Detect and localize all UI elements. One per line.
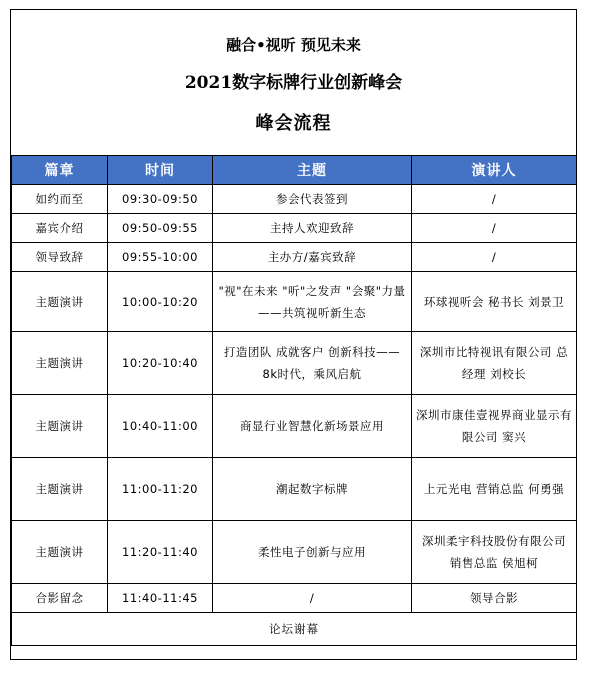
cell-chapter: 主题演讲 bbox=[12, 272, 108, 332]
cell-topic: "视"在未来 "听"之发声 "会聚"力量——共筑视听新生态 bbox=[213, 272, 412, 332]
agenda-document bbox=[10, 9, 577, 660]
table-row bbox=[12, 395, 577, 458]
table-row bbox=[12, 521, 577, 584]
cell-topic: 潮起数字标牌 bbox=[213, 458, 412, 521]
table-row bbox=[12, 332, 577, 395]
cell-topic: 主持人欢迎致辞 bbox=[213, 214, 412, 243]
cell-speaker: / bbox=[412, 243, 577, 272]
cell-time: 10:40-11:00 bbox=[108, 395, 213, 458]
cell-chapter: 主题演讲 bbox=[12, 458, 108, 521]
cell-speaker: / bbox=[412, 214, 577, 243]
cell-speaker: 深圳柔宇科技股份有限公司 销售总监 侯旭柯 bbox=[412, 521, 577, 584]
column-header-speaker: 演讲人 bbox=[412, 156, 577, 185]
cell-speaker: 深圳市比特视讯有限公司 总经理 刘校长 bbox=[412, 332, 577, 395]
cell-chapter: 领导致辞 bbox=[12, 243, 108, 272]
cell-speaker: / bbox=[412, 185, 577, 214]
cell-topic: 打造团队 成就客户 创新科技——8k时代，乘风启航 bbox=[213, 332, 412, 395]
table-row bbox=[12, 272, 577, 332]
agenda-table bbox=[11, 155, 577, 646]
cell-topic: 柔性电子创新与应用 bbox=[213, 521, 412, 584]
cell-chapter: 合影留念 bbox=[12, 584, 108, 613]
event-title: 2021数字标牌行业创新峰会 bbox=[184, 73, 403, 93]
cell-time: 10:00-10:20 bbox=[108, 272, 213, 332]
closing-cell: 论坛谢幕 bbox=[12, 613, 577, 646]
cell-chapter: 嘉宾介绍 bbox=[12, 214, 108, 243]
closing-row bbox=[12, 613, 577, 646]
column-header-time: 时间 bbox=[108, 156, 213, 185]
cell-chapter: 如约而至 bbox=[12, 185, 108, 214]
table-row bbox=[12, 584, 577, 613]
cell-chapter: 主题演讲 bbox=[12, 395, 108, 458]
cell-chapter: 主题演讲 bbox=[12, 332, 108, 395]
cell-chapter: 主题演讲 bbox=[12, 521, 108, 584]
cell-time: 11:00-11:20 bbox=[108, 458, 213, 521]
cell-topic: 商显行业智慧化新场景应用 bbox=[213, 395, 412, 458]
cell-speaker: 领导合影 bbox=[412, 584, 577, 613]
cell-topic: / bbox=[213, 584, 412, 613]
slogan: 融合•视听 预见未来 bbox=[226, 36, 361, 54]
cell-time: 09:55-10:00 bbox=[108, 243, 213, 272]
table-row bbox=[12, 214, 577, 243]
cell-topic: 参会代表签到 bbox=[213, 185, 412, 214]
section-title: 峰会流程 bbox=[255, 113, 332, 134]
cell-time: 11:40-11:45 bbox=[108, 584, 213, 613]
cell-topic: 主办方/嘉宾致辞 bbox=[213, 243, 412, 272]
table-row bbox=[12, 458, 577, 521]
agenda-header bbox=[11, 10, 576, 155]
cell-time: 10:20-10:40 bbox=[108, 332, 213, 395]
cell-speaker: 上元光电 营销总监 何勇强 bbox=[412, 458, 577, 521]
table-row bbox=[12, 243, 577, 272]
cell-speaker: 深圳市康佳壹视界商业显示有限公司 窦兴 bbox=[412, 395, 577, 458]
column-header-chapter: 篇章 bbox=[12, 156, 108, 185]
cell-time: 09:50-09:55 bbox=[108, 214, 213, 243]
cell-time: 11:20-11:40 bbox=[108, 521, 213, 584]
table-row bbox=[12, 185, 577, 214]
table-header-row bbox=[12, 156, 577, 185]
cell-speaker: 环球视听会 秘书长 刘景卫 bbox=[412, 272, 577, 332]
cell-time: 09:30-09:50 bbox=[108, 185, 213, 214]
column-header-topic: 主题 bbox=[213, 156, 412, 185]
